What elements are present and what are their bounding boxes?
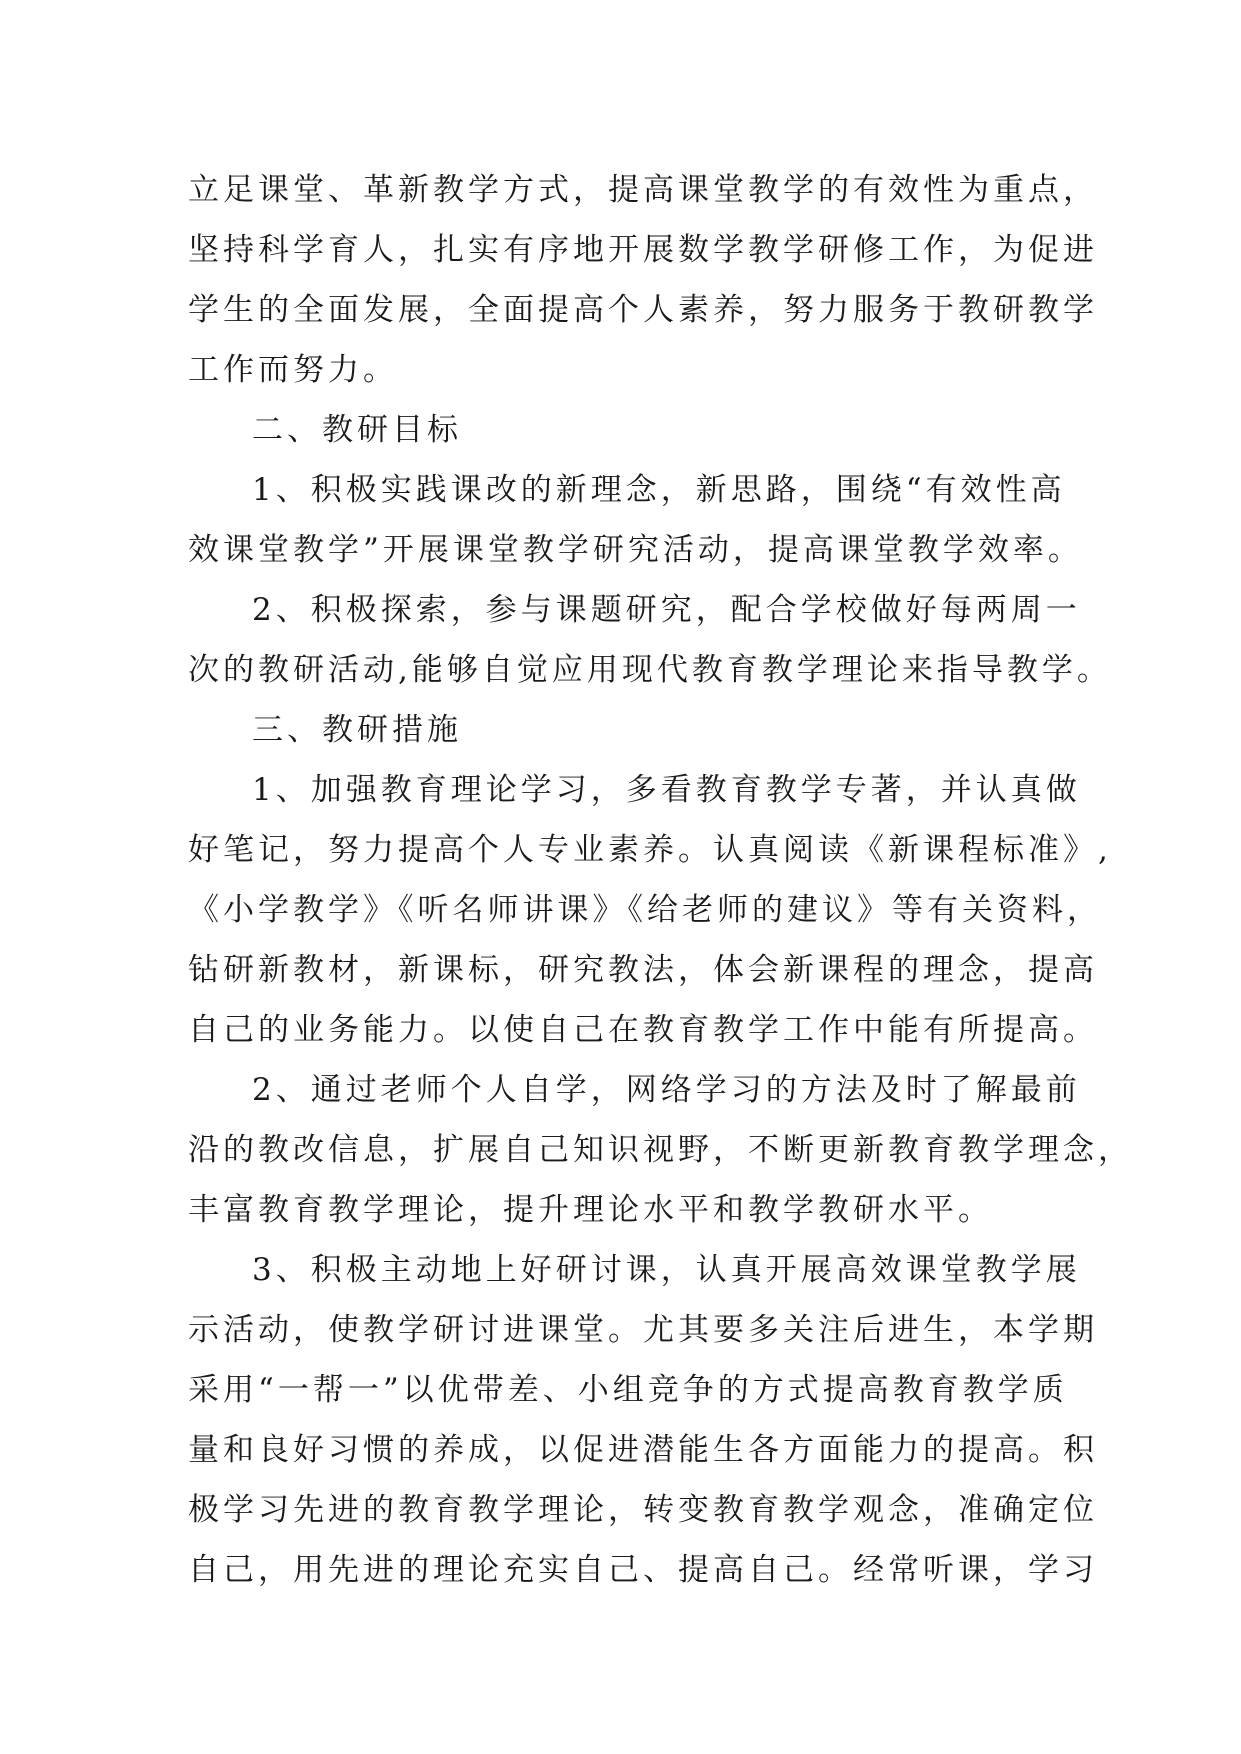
text-line: 3、积极主动地上好研讨课，认真开展高效课堂教学展 <box>252 1252 1081 1288</box>
document-body <box>188 160 1133 1600</box>
text-line: 好笔记，努力提高个人专业素养。认真阅读《新课程标准》, <box>188 832 1112 868</box>
text-line: 学生的全面发展，全面提高个人素养，努力服务于教研教学 <box>188 292 1098 328</box>
text-line: 钻研新教材，新课标，研究教法，体会新课程的理念，提高 <box>188 952 1098 988</box>
text-line: 2、通过老师个人自学，网络学习的方法及时了解最前 <box>252 1072 1081 1108</box>
text-line: 工作而努力。 <box>188 352 398 388</box>
text-line: 坚持科学育人，扎实有序地开展数学教学研修工作，为促进 <box>188 232 1098 268</box>
text-line: 次的教研活动,能够自觉应用现代教育教学理论来指导教学。 <box>188 652 1112 688</box>
text-line: 2、积极探索，参与课题研究，配合学校做好每两周一 <box>252 592 1081 628</box>
text-line: 立足课堂、革新教学方式，提高课堂教学的有效性为重点， <box>188 172 1098 208</box>
text-line: 三、教研措施 <box>252 712 462 748</box>
text-line: 自己，用先进的理论充实自己、提高自己。经常听课，学习 <box>188 1552 1098 1588</box>
text-line: 示活动，使教学研讨进课堂。尤其要多关注后进生，本学期 <box>188 1312 1098 1348</box>
text-line: 极学习先进的教育教学理论，转变教育教学观念，准确定位 <box>188 1492 1098 1528</box>
text-line: 1、积极实践课改的新理念，新思路，围绕“有效性高 <box>252 472 1066 508</box>
text-line: 采用“一帮一”以优带差、小组竞争的方式提高教育教学质 <box>188 1372 1068 1408</box>
text-line: 量和良好习惯的养成，以促进潜能生各方面能力的提高。积 <box>188 1432 1098 1468</box>
text-line: 效课堂教学”开展课堂教学研究活动，提高课堂教学效率。 <box>188 532 1083 568</box>
text-line: 1、加强教育理论学习，多看教育教学专著，并认真做 <box>252 772 1081 808</box>
text-line: 沿的教改信息，扩展自己知识视野，不断更新教育教学理念， <box>188 1132 1133 1168</box>
text-line: 二、教研目标 <box>252 412 462 448</box>
text-line: 《小学教学》《听名师讲课》《给老师的建议》等有关资料， <box>188 892 1102 928</box>
text-line: 丰富教育教学理论，提升理论水平和教学教研水平。 <box>188 1192 993 1228</box>
text-line: 自己的业务能力。以使自己在教育教学工作中能有所提高。 <box>188 1012 1098 1048</box>
